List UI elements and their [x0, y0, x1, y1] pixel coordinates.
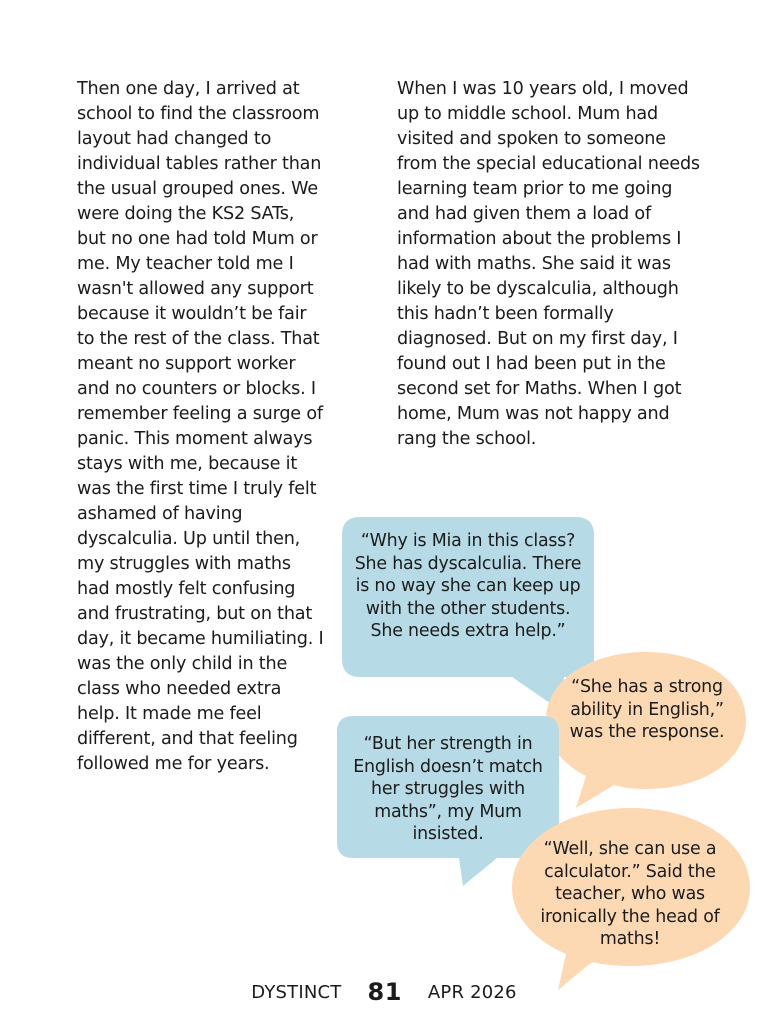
issue-date: APR 2026 — [427, 981, 517, 1003]
speech-bubble-teacher-reply — [512, 808, 750, 990]
bubble-text: “Well, she can use a calculator.” Said the teacher, who was ironically the head of maths! — [540, 839, 720, 949]
page-footer — [0, 975, 768, 1009]
article-right-column: When I was 10 years old, I moved up to middle school. Mum had visited and spoken to someone from the special educational needs learning team prior to me going and had given them a load of information about the problems I had with maths. She said it was likely to be dyscalculia, although this hadn’t been formally diagnosed. But on my first day, I found out I had been put in the second set for Maths. When I got home, Mum was not happy and rang the school. — [397, 79, 700, 449]
bubble-text: “But her strength in English doesn’t match her struggles with maths”, my Mum insisted. — [353, 734, 543, 844]
bubble-text: “Why is Mia in this class? She has dyscalculia. There is no way she can keep up with the other students. She needs extra help.” — [354, 531, 582, 641]
magazine-name: DYSTINCT — [251, 981, 342, 1003]
speech-bubble-strong-ability — [546, 652, 746, 808]
bubble-text: “She has a strong ability in English,” was the response. — [569, 677, 725, 742]
article-left-column: Then one day, I arrived at school to find the classroom layout had changed to individual tables rather than the usual grouped ones. We were doing the KS2 SATs, but no one had told Mum or me. My teacher told me I wasn't allowed any support because it wouldn’t be fair to the rest of the class. That meant no support worker and no counters or blocks. I remember feeling a surge of panic. This moment always stays with me, because it was the first time I truly felt ashamed of having dyscalculia. Up until then, my struggles with maths had mostly felt confusing and frustrating, but on that day, it became humiliating. I was the only child in the class who needed extra help. It made me feel different, and that feeling followed me for years. — [77, 79, 324, 774]
page-number: 81 — [367, 978, 402, 1006]
